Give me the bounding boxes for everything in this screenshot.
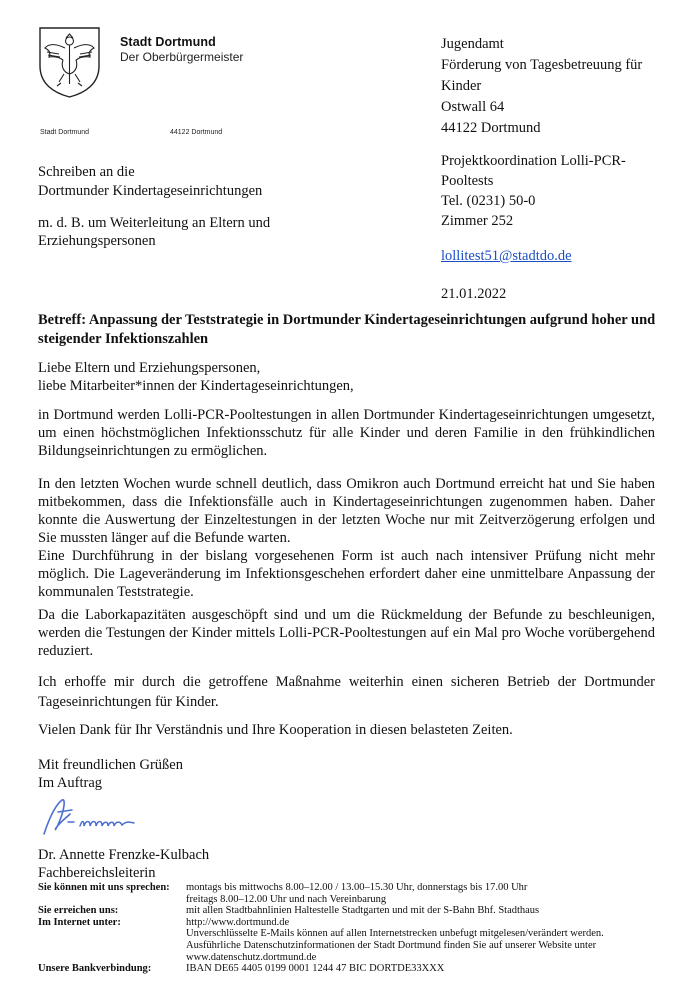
footer-web-link[interactable]: http://www.dortmund.de [186, 916, 290, 928]
department-line: Kinder [441, 78, 482, 94]
coordination-line: Projektkoordination Lolli-PCR- [441, 153, 626, 169]
recipient-note [38, 214, 270, 250]
letter-subject: Betreff: Anpassung der Teststrategie in Dortmunder Kindertageseinrichtungen aufgrund hoher und steigender Infektionszahlen [38, 312, 656, 347]
letter-footer [38, 882, 678, 975]
closing-line: Im Auftrag [38, 775, 103, 791]
department-line: Jugendamt [441, 36, 504, 52]
body-paragraph: In den letzten Wochen wurde schnell deutlich, dass Omikron auch Dortmund erreicht hat und Sie haben mitbekommen, dass die Infektionsfälle auch in Kindertageseinrichtungen zugenommen haben. Daher konnte die Auswertung der Einzeltestungen in der letzten Woche nur mit Zeitverzögerung erfolgen und Sie mussten länger auf die Befunde warten. [38, 476, 655, 546]
body-paragraph-group [38, 475, 655, 601]
footer-web-line: Unverschlüsselte E-Mails können auf allen Internetstrecken unbefugt mitgelesen/verändert werden. [186, 928, 604, 940]
recipient-line: Schreiben an die [38, 164, 135, 180]
coordination-line: Zimmer 252 [441, 213, 514, 229]
signer-title: Fachbereichsleiterin [38, 865, 156, 881]
footer-bank-row [38, 963, 678, 975]
org-name: Stadt Dortmund [120, 35, 216, 49]
closing-line: Mit freundlichen Grüßen [38, 757, 183, 773]
footer-web-value [186, 917, 678, 963]
department-line: Ostwall 64 [441, 99, 505, 115]
footer-bank-label: Unsere Bankverbindung: [38, 963, 152, 975]
footer-reach-label: Sie erreichen uns: [38, 905, 119, 917]
department-line: 44122 Dortmund [441, 120, 541, 136]
footer-hours-line: montags bis mittwochs 8.00–12.00 / 13.00–15.30 Uhr, donnerstags bis 17.00 Uhr [186, 882, 528, 893]
footer-web-label: Im Internet unter: [38, 916, 121, 928]
recipient-note-line: m. d. B. um Weiterleitung an Eltern und [38, 215, 271, 231]
body-paragraph: Vielen Dank für Ihr Verständnis und Ihre Kooperation in diesen belasteten Zeiten. [38, 722, 513, 738]
coordination-line: Tel. (0231) 50-0 [441, 193, 536, 209]
body-paragraph: Da die Laborkapazitäten ausgeschöpft sind und um die Rückmeldung der Befunde zu beschleunigen, werden die Testungen der Kinder mittels Lolli-PCR-Pooltestungen auf ein Mal pro Woche vorübergehend reduziert. [38, 607, 655, 659]
footer-bank-value: IBAN DE65 4405 0199 0001 1244 47 BIC DORTDE33XXX [186, 963, 445, 975]
sender-return-line [40, 129, 223, 136]
signer-name: Dr. Annette Frenzke-Kulbach [38, 847, 210, 863]
coordination-contact [441, 151, 626, 231]
letter-date: 21.01.2022 [441, 286, 507, 302]
footer-hours-value [186, 882, 678, 905]
recipient-block [38, 163, 262, 201]
body-paragraph: Ich erhoffe mir durch die getroffene Maßnahme weiterhin einen sicheren Betrieb der Dortmunder Tageseinrichtungen für Kinder. [38, 674, 655, 710]
closing [38, 756, 183, 792]
recipient-note-line: Erziehungspersonen [38, 233, 156, 249]
sender-zip: 44122 Dortmund [170, 129, 223, 136]
footer-hours-line: freitags 8.00–12.00 Uhr und nach Vereinbarung [186, 893, 387, 905]
footer-hours-row [38, 882, 678, 905]
salutation [38, 359, 354, 395]
department-address [441, 34, 642, 139]
recipient-line: Dortmunder Kindertageseinrichtungen [38, 183, 263, 199]
handwritten-signature [38, 792, 158, 842]
footer-reach-value: mit allen Stadtbahnlinien Haltestelle Stadtgarten und mit der S-Bahn Bhf. Stadthaus [186, 905, 540, 917]
org-subtitle: Der Oberbürgermeister [120, 50, 244, 64]
body-paragraph: in Dortmund werden Lolli-PCR-Pooltestungen in allen Dortmunder Kindertageseinrichtungen umgesetzt, um einen höchstmöglichen Infektionsschutz für alle Kinder und deren Familie in den frühkindlichen Bildungseinrichtungen zu ermöglichen. [38, 407, 655, 459]
footer-web-line: Ausführliche Datenschutzinformationen der Stadt Dortmund finden Sie auf unserer Website unter [186, 939, 597, 951]
department-line: Förderung von Tagesbetreuung für [441, 57, 643, 73]
sender-city: Stadt Dortmund [40, 129, 90, 136]
city-crest-logo [37, 26, 102, 98]
footer-web-line: www.datenschutz.dortmund.de [186, 951, 317, 963]
footer-hours-label: Sie können mit uns sprechen: [38, 882, 170, 893]
coordination-line: Pooltests [441, 173, 494, 189]
footer-web-row [38, 917, 678, 963]
body-paragraph: Eine Durchführung in der bislang vorgesehenen Form ist auch nach intensiver Prüfung nicht mehr möglich. Die Lageveränderung im Infektionsgeschehen erfordert daher eine unmittelbare Anpassung der kommunalen Teststrategie. [38, 548, 655, 600]
footer-reach-row [38, 905, 678, 917]
signer-block [38, 846, 209, 882]
salutation-line: Liebe Eltern und Erziehungspersonen, [38, 360, 261, 376]
contact-email-link[interactable]: lollitest51@stadtdo.de [441, 248, 572, 264]
salutation-line: liebe Mitarbeiter*innen der Kindertageseinrichtungen, [38, 378, 354, 394]
